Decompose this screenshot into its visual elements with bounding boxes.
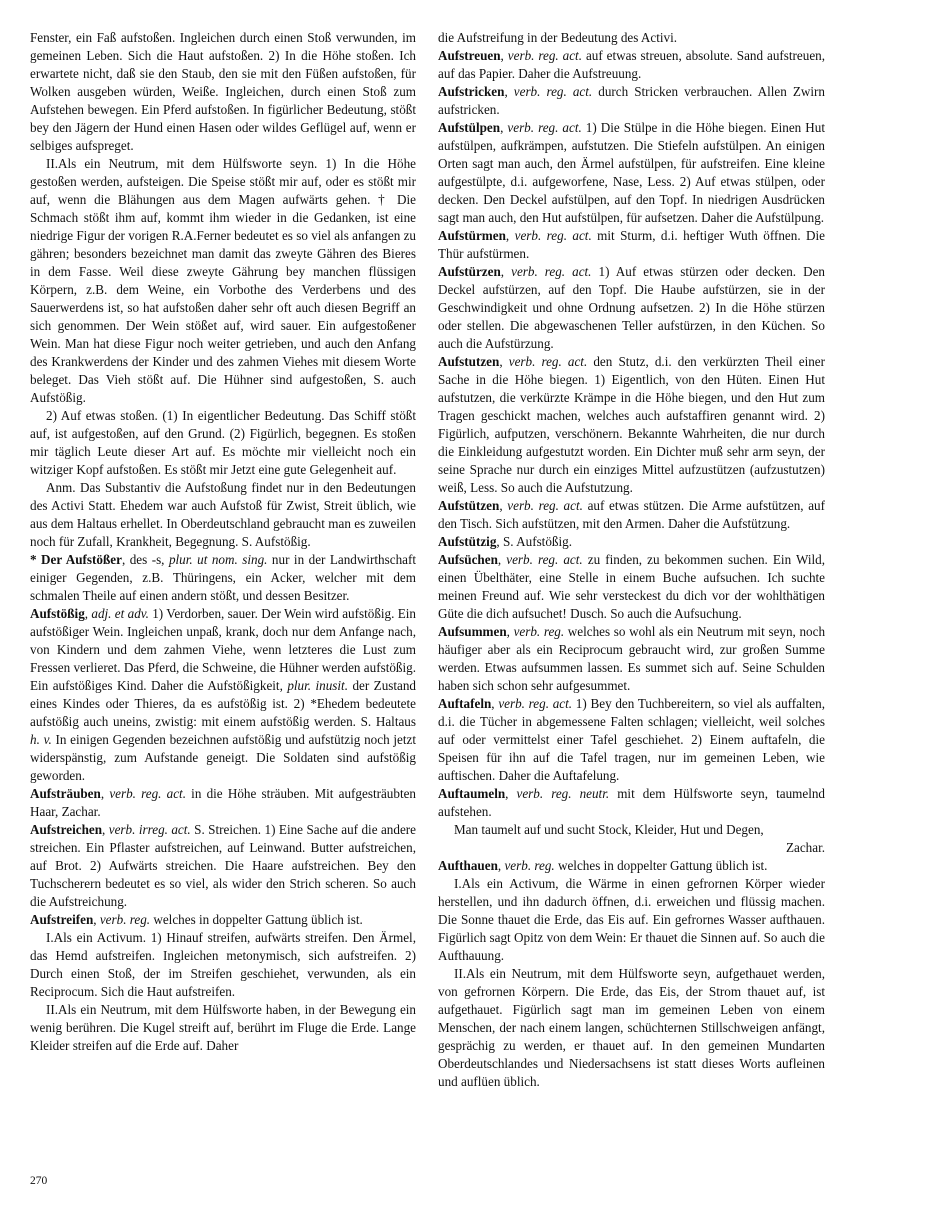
dictionary-paragraph (30, 551, 416, 605)
dictionary-paragraph (438, 875, 825, 965)
entry-text: welches in doppelter Gattung üblich ist. (150, 912, 363, 927)
grammar-note: adj. et adv. (91, 606, 149, 621)
entry-headword: Aufstreuen (438, 48, 501, 63)
grammar-note: h. v. (30, 732, 52, 747)
grammar-note: verb. reg. act. (109, 786, 186, 801)
dictionary-paragraph (438, 533, 825, 551)
grammar-note: verb. reg. act. (507, 48, 582, 63)
entry-text: II.Als ein Neutrum, mit dem Hülfsworte haben, in der Bewegung ein wenig berühren. Die Kugel streift auf, berührt im Fluge die Erde. Lange Kleider streifen auf die Erde auf. Daher (30, 1002, 416, 1053)
entry-text: , (504, 84, 514, 99)
dictionary-paragraph (438, 353, 825, 497)
entry-text: , (505, 228, 515, 243)
entry-text: , (102, 822, 109, 837)
dictionary-paragraph (438, 857, 825, 875)
entry-text: , des -s, (121, 552, 169, 567)
entry-text: Fenster, ein Faß aufstoßen. Ingleichen durch einen Stoß verwunden, im gemeinen Leben. Sich die Haut aufstoßen. 2) In die Höhe stoßen. Ich erwartete nicht, daß sie den Staub, den sie mit den Füßen aufstoßen, für Wolken ausgeben würden, Weiße. Ingleichen, durch einen Stoß zum Aufstehen bewegen. Ein Pferd aufstoßen. In figürlicher Bedeutung, stößt bey den Jägern der Hund einen Hasen oder wildes Geflügel auf, wenn er selbiges aufspreget. (30, 30, 416, 153)
entry-headword: Auftaumeln (438, 786, 506, 801)
grammar-note: verb. reg. (99, 912, 151, 927)
entry-text: 1) Auf etwas stürzen oder decken. Den Deckel aufstürzen, auf den Topf. Die Haube aufstürzen, sie in der Geschwindigkeit und ohne Ordnung aufsetzen. 2) In die Höhe stürzen oder stellen. Die abgewaschenen Teller aufstürzen, in den Küchen. So auch die Aufstürzung. (438, 264, 825, 351)
entry-text: , (500, 48, 508, 63)
dictionary-paragraph (438, 839, 825, 857)
entry-text: , (506, 624, 514, 639)
dictionary-paragraph (30, 479, 416, 551)
entry-headword: Aufsüchen (438, 552, 498, 567)
entry-headword: Aufstreifen (30, 912, 94, 927)
entry-text: 1) Die Stülpe in die Höhe biegen. Einen Hut aufstülpen, aufkrämpen, aufstutzen. Die Stiefeln aufstülpen. An einigen Orten sagt man auch, den Ärmel aufstülpen, für aufstreifen. Eine kleine aufgestülpte, d.i. aufgeworfene, Nase, Less. 2) Auf etwas stülpen, oder decken. Den Deckel aufstülpen, auf den Topf. In niedrigen Ausdrücken sagt man auch, den Hut aufstülpen, für aufsetzen. Daher die Aufstülpung. (438, 120, 825, 225)
right-column (438, 29, 825, 1091)
grammar-note: verb. reg. act. (507, 498, 583, 513)
dictionary-paragraph (30, 407, 416, 479)
grammar-note: verb. reg. neutr. (516, 786, 610, 801)
entry-headword: Aufstülpen (438, 120, 501, 135)
dictionary-paragraph (438, 965, 825, 1091)
entry-headword: Aufstutzen (438, 354, 500, 369)
grammar-note: verb. reg. act. (508, 354, 588, 369)
grammar-note: plur. inusit. (287, 678, 348, 693)
entry-text: , (84, 606, 92, 621)
grammar-note: verb. reg. act. (506, 552, 583, 567)
entry-headword: Auftafeln (438, 696, 492, 711)
entry-text: Man taumelt auf und sucht Stock, Kleider, Hut und Degen, (454, 822, 764, 837)
dictionary-paragraph (30, 1001, 416, 1055)
entry-text: Zachar. (785, 840, 825, 855)
page-number: 270 (30, 1175, 48, 1187)
entry-headword: Aufstützen (438, 498, 500, 513)
entry-headword: Aufstreichen (30, 822, 103, 837)
entry-text: zu finden, zu bekommen suchen. Ein Wild, einen Übelthäter, eine Stelle in einem Buche aufsuchen. Ich suchte meinen Freund auf. Wie sehr versteckest du dich vor der wohlthätigen Güte die dich aufsuchet! Dusch. So auch die Aufsuchung. (438, 552, 825, 621)
entry-text: , (499, 354, 509, 369)
grammar-note: verb. reg. act. (498, 696, 573, 711)
entry-text: mit Sturm, d.i. heftiger Wuth öffnen. Die Thür aufstürmen. (438, 228, 825, 261)
entry-text: mit dem Hülfsworte seyn, taumelnd aufstehen. (438, 786, 825, 819)
entry-text: die Aufstreifung in der Bedeutung des Activi. (438, 30, 678, 45)
grammar-note: verb. reg. act. (511, 264, 592, 279)
dictionary-paragraph (30, 929, 416, 1001)
dictionary-paragraph (30, 155, 416, 407)
entry-headword: Aufsummen (438, 624, 507, 639)
entry-text: II.Als ein Neutrum, mit dem Hülfsworte seyn. 1) In die Höhe gestoßen werden, aufsteigen. Die Speise stößt mir auf, oder es stößt mir auf, wenn die Blähungen aus dem Magen aufwärts gehen. † Die Schmach stößt ihm auf, kommt ihm wieder in die Gedanken, ist eine niedrige Figur der vorigen R.A.Ferner bedeutet es so viel als anfangen zu gähren; besonders bezeichnet man damit das zweyte Gähren des Bieres in dem Fasse. Weil diese zweyte Gährung bey manchen flüssigen Körpern, z.B. dem Weine, ein Vorbothe des Verderbens und des Sauerwerdens ist, so hat aufstoßen daher sehr oft auch diesen Begriff an sich genommen. Der Wein stößet auf, wird sauer. Ein aufgestoßener Wein. Man hat diese Figur noch weiter getrieben, und auch den Anfang des Krankwerdens der Kinder und des zahmen Viehes mit diesem Worte beleget. Das Vieh stößt auf. Die Hühner sind aufgestoßen, S. auch Aufstößig. (30, 156, 416, 405)
dictionary-paragraph (30, 785, 416, 821)
entry-text: der Zustand eines Kindes oder Thieres, da es aufstößig ist. 2) *Ehedem bedeutete aufstößig auch uneins, zwistig: mit einem aufstößig werden. S. Haltaus (30, 678, 417, 729)
grammar-note: verb. irreg. act. (108, 822, 191, 837)
entry-text: I.Als ein Activum. 1) Hinauf streifen, aufwärts streifen. Den Ärmel, das Hemd aufstreifen. Ingleichen metonymisch, sich aufstreifen. 2) Durch einen Stoß, der im Streifen geschiehet, verwunden, als ein Reciprocum. Sich die Haut aufstreifen. (30, 930, 416, 999)
entry-text: durch Stricken verbrauchen. Allen Zwirn aufstricken. (438, 84, 825, 117)
entry-text: welches so wohl als ein Neutrum mit seyn, noch häufiger aber als ein Reciprocum gebraucht wird, zur großen Summe werden. Etwas aufsummen lassen. Es summet sich auf. Seine Schulden haben sich schon sehr aufgesummet. (438, 624, 826, 693)
entry-headword: Aufstößig (30, 606, 85, 621)
entry-text: , (499, 498, 508, 513)
grammar-note: verb. reg. (513, 624, 565, 639)
entry-text: , (497, 858, 505, 873)
dictionary-paragraph (438, 623, 825, 695)
grammar-note: verb. reg. act. (507, 120, 582, 135)
grammar-note: plur. ut nom. sing. (168, 552, 268, 567)
entry-headword: Aufthauen (438, 858, 498, 873)
left-column (30, 29, 416, 1055)
dictionary-paragraph (438, 47, 825, 83)
entry-text: 1) Verdorben, sauer. Der Wein wird aufstößig. Ein aufstößiger Wein. Ingleichen unpaß, krank, doch nur dem Anfange nach, von Kindern und dem zahmen Viehe, wenn letzteres die Lust zum Fressen verlieret. Das Pferd, die Schweine, die Hühner werden aufstößig. Ein aufstößiges Kind. Daher die Aufstößigkeit, (30, 606, 416, 693)
entry-text: , (500, 264, 512, 279)
dictionary-paragraph (30, 29, 416, 155)
dictionary-paragraph (438, 821, 825, 839)
dictionary-paragraph (438, 29, 825, 47)
entry-text: welches in doppelter Gattung üblich ist. (554, 858, 768, 873)
entry-text: , (500, 120, 508, 135)
entry-headword: Aufstürzen (438, 264, 501, 279)
dictionary-paragraph (438, 83, 825, 119)
entry-text: auf etwas stützen. Die Arme aufstützen, auf den Tisch. Sich aufstützen, mit den Armen. Daher die Aufstützung. (438, 498, 825, 531)
dictionary-paragraph (438, 785, 825, 821)
entry-text: , (497, 552, 507, 567)
dictionary-paragraph (30, 605, 416, 785)
entry-text: , S. Aufstößig. (496, 534, 572, 549)
entry-headword: Aufstricken (438, 84, 505, 99)
entry-text: 1) Bey den Tuchbereitern, so viel als auffalten, d.i. die Tücher in abgemessene Falten schlagen; vielleicht, weil solches auf oder vermittelst einer Tafel geschiehet. 2) Einem auftafeln, die Speisen für ihn auf die Tafel tragen, nur im gemeinen Leben, wie auftischen. Daher die Auftafelung. (438, 696, 825, 783)
entry-text: 2) Auf etwas stoßen. (1) In eigentlicher Bedeutung. Das Schiff stößt auf, ist aufgestoßen, auf den Grund. (2) Figürlich, begegnen. Es stoßen mir täglich Leute dieser Art auf. Es möchte mir vielleicht noch ein witziger Kopf aufstoßen. Es stößt mir Jetzt eine gute Gelegenheit auf. (30, 408, 416, 477)
dictionary-paragraph (30, 911, 416, 929)
entry-text: II.Als ein Neutrum, mit dem Hülfsworte seyn, aufgethauet werden, von gefrornen Körpern. Die Erde, das Eis, der Strom thauet auf, ist aufgethauet. Figürlich sagt man im gemeinen Leben von einem Menschen, der nach einem langen, schüchternen Stillschweigen anfängt, gesprächig zu werden, er thauet auf. In den gemeinen Mundarten Oberdeutschlandes und Niedersachsens ist statt dieses Worts aufleinen und auflüen üblich. (438, 966, 825, 1089)
entry-text: Anm. Das Substantiv die Aufstoßung findet nur in den Bedeutungen des Activi Statt. Ehedem war auch Aufstoß für Zwist, Streit üblich, wie aus dem Haltaus erhellet. In Oberdeutschland gebraucht man es zuweilen noch für Zufall, Krankheit, Begegnung. S. Aufstößig. (30, 480, 416, 549)
entry-text: auf etwas streuen, absolute. Sand aufstreuen, auf das Papier. Daher die Aufstreuung. (438, 48, 826, 81)
dictionary-paragraph (30, 821, 416, 911)
entry-text: den Stutz, d.i. den verkürzten Theil einer Sache in die Höhe biegen. 1) Eigentlich, von den Hüten. Einen Hut aufstutzen, die verkürzte Krämpe in die Höhe biegen, und den Hut zum Tragen geschickt machen, welches auch aufstaffiren genannt wird. 2) Figürlich, aufputzen, verschönern. Bekannte Wahrheiten, die nur durch die Einkleidung aufgestutzt worden. Ein Dichter muß sehr arm seyn, der seine Sprache nur durch ein einziges Mittel aufzustützen (aufzustutzen) weiß, Less. So auch die Aufstutzung. (438, 354, 825, 495)
dictionary-paragraph (438, 119, 825, 227)
dictionary-paragraph (438, 263, 825, 353)
grammar-note: verb. reg. (504, 858, 555, 873)
entry-headword: Aufstützig (438, 534, 497, 549)
entry-headword: * Der Aufstößer (30, 552, 122, 567)
entry-text: , (100, 786, 110, 801)
entry-headword: Aufstürmen (438, 228, 506, 243)
dictionary-paragraph (438, 497, 825, 533)
entry-text: S. Streichen. 1) Eine Sache auf die andere streichen. Ein Pflaster aufstreichen, auf Leinwand. Butter aufstreichen, auf Brot. 2) Aufwärts streichen. Die Haare aufstreichen. Bey den Tuchscherern bedeutet es so viel, als wider den Strich scheren. So auch die Aufstreichung. (30, 822, 416, 909)
entry-text: , (491, 696, 499, 711)
grammar-note: verb. reg. act. (513, 84, 593, 99)
dictionary-paragraph (438, 551, 825, 623)
dictionary-paragraph (438, 695, 825, 785)
entry-text: I.Als ein Activum, die Wärme in einen gefrornen Körper wieder herstellen, und ihn dadurch öffnen, d.i. erweichen und flüssig machen. Die Sonne thauet die Erde, das Eis auf. Ein gefrornes Wasser aufthauen. Figürlich sagt Opitz von dem Wein: Er thauet die Sinnen auf. So auch die Aufthauung. (438, 876, 825, 963)
entry-text: in die Höhe sträuben. Mit aufgesträubten Haar, Zachar. (30, 786, 416, 819)
entry-headword: Aufsträuben (30, 786, 101, 801)
entry-text: , (505, 786, 517, 801)
dictionary-paragraph (438, 227, 825, 263)
entry-text: , (93, 912, 100, 927)
grammar-note: verb. reg. act. (514, 228, 592, 243)
entry-text: In einigen Gegenden bezeichnen aufstößig und aufstützig noch jetzt widerspänstig, zum Aufstande geneigt. Die Soldaten sind aufstößig geworden. (30, 732, 416, 783)
entry-text: nur in der Landwirthschaft einiger Gegenden, z.B. Thüringens, ein Acker, welcher mit dem schmalen Theile auf einen andern stößt, und dessen Besitzer. (30, 552, 416, 603)
